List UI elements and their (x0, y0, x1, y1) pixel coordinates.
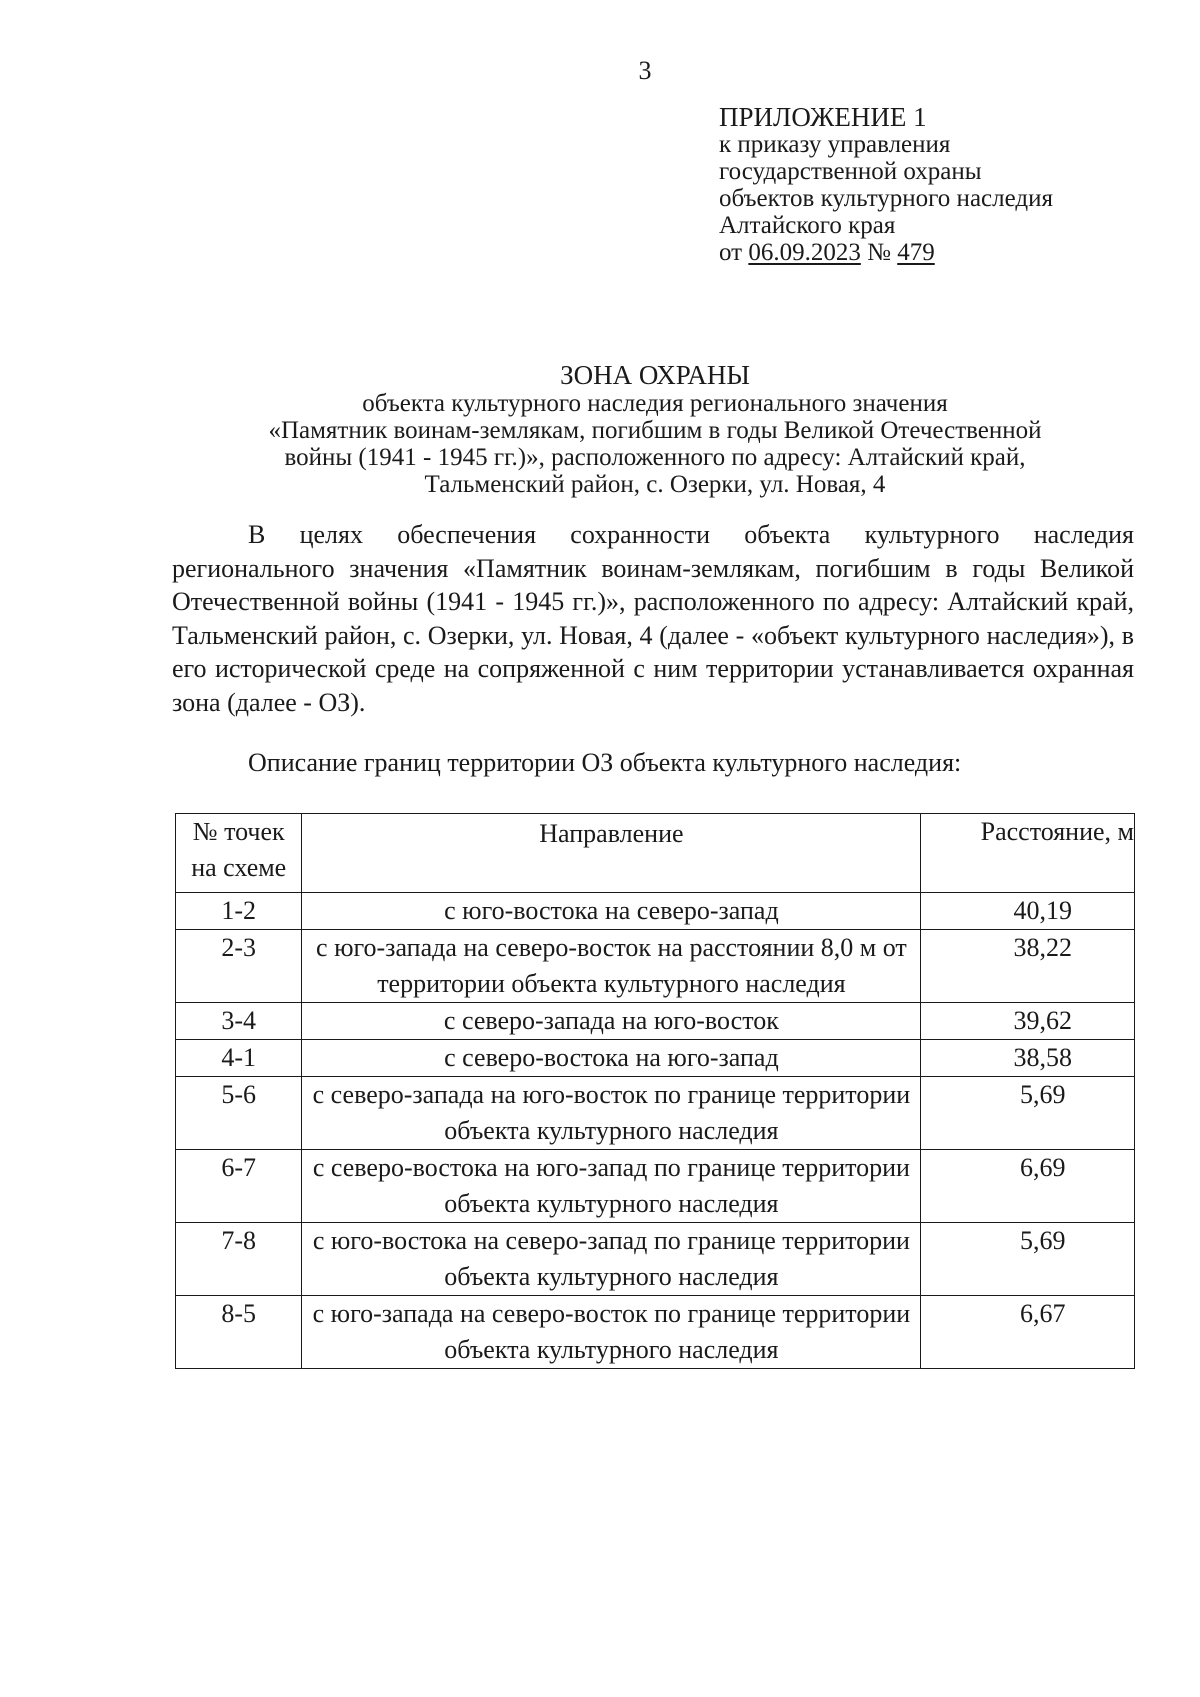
table-row (176, 893, 1135, 930)
date-prefix: от (719, 239, 743, 266)
heading-line: объекта культурного наследия регионального значения (362, 390, 948, 417)
cell-direction: с юго-востока на северо-запад по границе территории объекта культурного наследия (302, 1223, 921, 1296)
heading-line: «Памятник воинам-землякам, погибшим в годы Великой Отечественной (268, 417, 1042, 444)
cell-distance: 40,19 (921, 893, 1135, 930)
body-paragraph: В целях обеспечения сохранности объекта культурного наследия регионального значения «Памятник воинам-землякам, погибшим в годы Великой Отечественной войны (1941 - 1945 гг.)», расположенного по адресу: Алтайский край, Тальменский район, с. Озерки, ул. Новая, 4 (далее - «объект культурного наследия»), в его исторической среде на сопряженной с ним территории устанавливается охранная зона (далее - ОЗ). (172, 520, 1134, 717)
header-direction: Направление (302, 814, 921, 893)
order-date: 06.09.2023 (748, 239, 861, 266)
cell-distance: 5,69 (921, 1077, 1135, 1150)
cell-points: 5-6 (176, 1077, 302, 1150)
cell-direction: с северо-запада на юго-восток по границе территории объекта культурного наследия (302, 1077, 921, 1150)
cell-direction: с северо-запада на юго-восток (302, 1003, 921, 1040)
header-points-line: № точек (192, 817, 285, 846)
cell-points: 6-7 (176, 1150, 302, 1223)
table-row (176, 1077, 1135, 1150)
table-row (176, 930, 1135, 1003)
cell-direction: с юго-запада на северо-восток по границе территории объекта культурного наследия (302, 1296, 921, 1369)
cell-distance: 38,58 (921, 1040, 1135, 1077)
cell-distance: 5,69 (921, 1223, 1135, 1296)
cell-distance: 39,62 (921, 1003, 1135, 1040)
table-row (176, 1040, 1135, 1077)
appendix-line: к приказу управления (719, 131, 951, 158)
boundary-table (175, 813, 1135, 1369)
cell-direction: с северо-востока на юго-запад по границе территории объекта культурного наследия (302, 1150, 921, 1223)
table-row (176, 1223, 1135, 1296)
document-heading (0, 360, 1200, 498)
heading-title: ЗОНА ОХРАНЫ (560, 360, 750, 390)
table-row (176, 1150, 1135, 1223)
cell-direction: с юго-запада на северо-восток на расстоянии 8,0 м от территории объекта культурного наследия (302, 930, 921, 1003)
cell-points: 4-1 (176, 1040, 302, 1077)
order-number: 479 (897, 239, 935, 266)
cell-direction: с северо-востока на юго-запад (302, 1040, 921, 1077)
cell-distance: 6,69 (921, 1150, 1135, 1223)
header-points (176, 814, 302, 893)
number-sign: № (867, 239, 891, 266)
order-reference (719, 239, 1053, 266)
appendix-line: Алтайского края (719, 212, 896, 239)
appendix-block (719, 104, 1053, 266)
heading-line: войны (1941 - 1945 гг.)», расположенного по адресу: Алтайский край, (284, 444, 1026, 471)
cell-distance: 38,22 (921, 930, 1135, 1003)
cell-direction: с юго-востока на северо-запад (302, 893, 921, 930)
cell-points: 7-8 (176, 1223, 302, 1296)
cell-points: 3-4 (176, 1003, 302, 1040)
appendix-line: объектов культурного наследия (719, 185, 1053, 212)
table-header-row (176, 814, 1135, 893)
heading-line: Тальменский район, с. Озерки, ул. Новая, 4 (424, 471, 886, 498)
cell-points: 2-3 (176, 930, 302, 1003)
table-row (176, 1003, 1135, 1040)
page-number: 3 (638, 56, 652, 85)
cell-points: 1-2 (176, 893, 302, 930)
appendix-line: государственной охраны (719, 158, 982, 185)
header-points-line: на схеме (191, 853, 287, 882)
header-distance: Расстояние, м (921, 814, 1135, 893)
appendix-title: ПРИЛОЖЕНИЕ 1 (719, 102, 927, 132)
cell-points: 8-5 (176, 1296, 302, 1369)
cell-distance: 6,67 (921, 1296, 1135, 1369)
table-row (176, 1296, 1135, 1369)
table-caption: Описание границ территории ОЗ объекта культурного наследия: (248, 748, 962, 777)
